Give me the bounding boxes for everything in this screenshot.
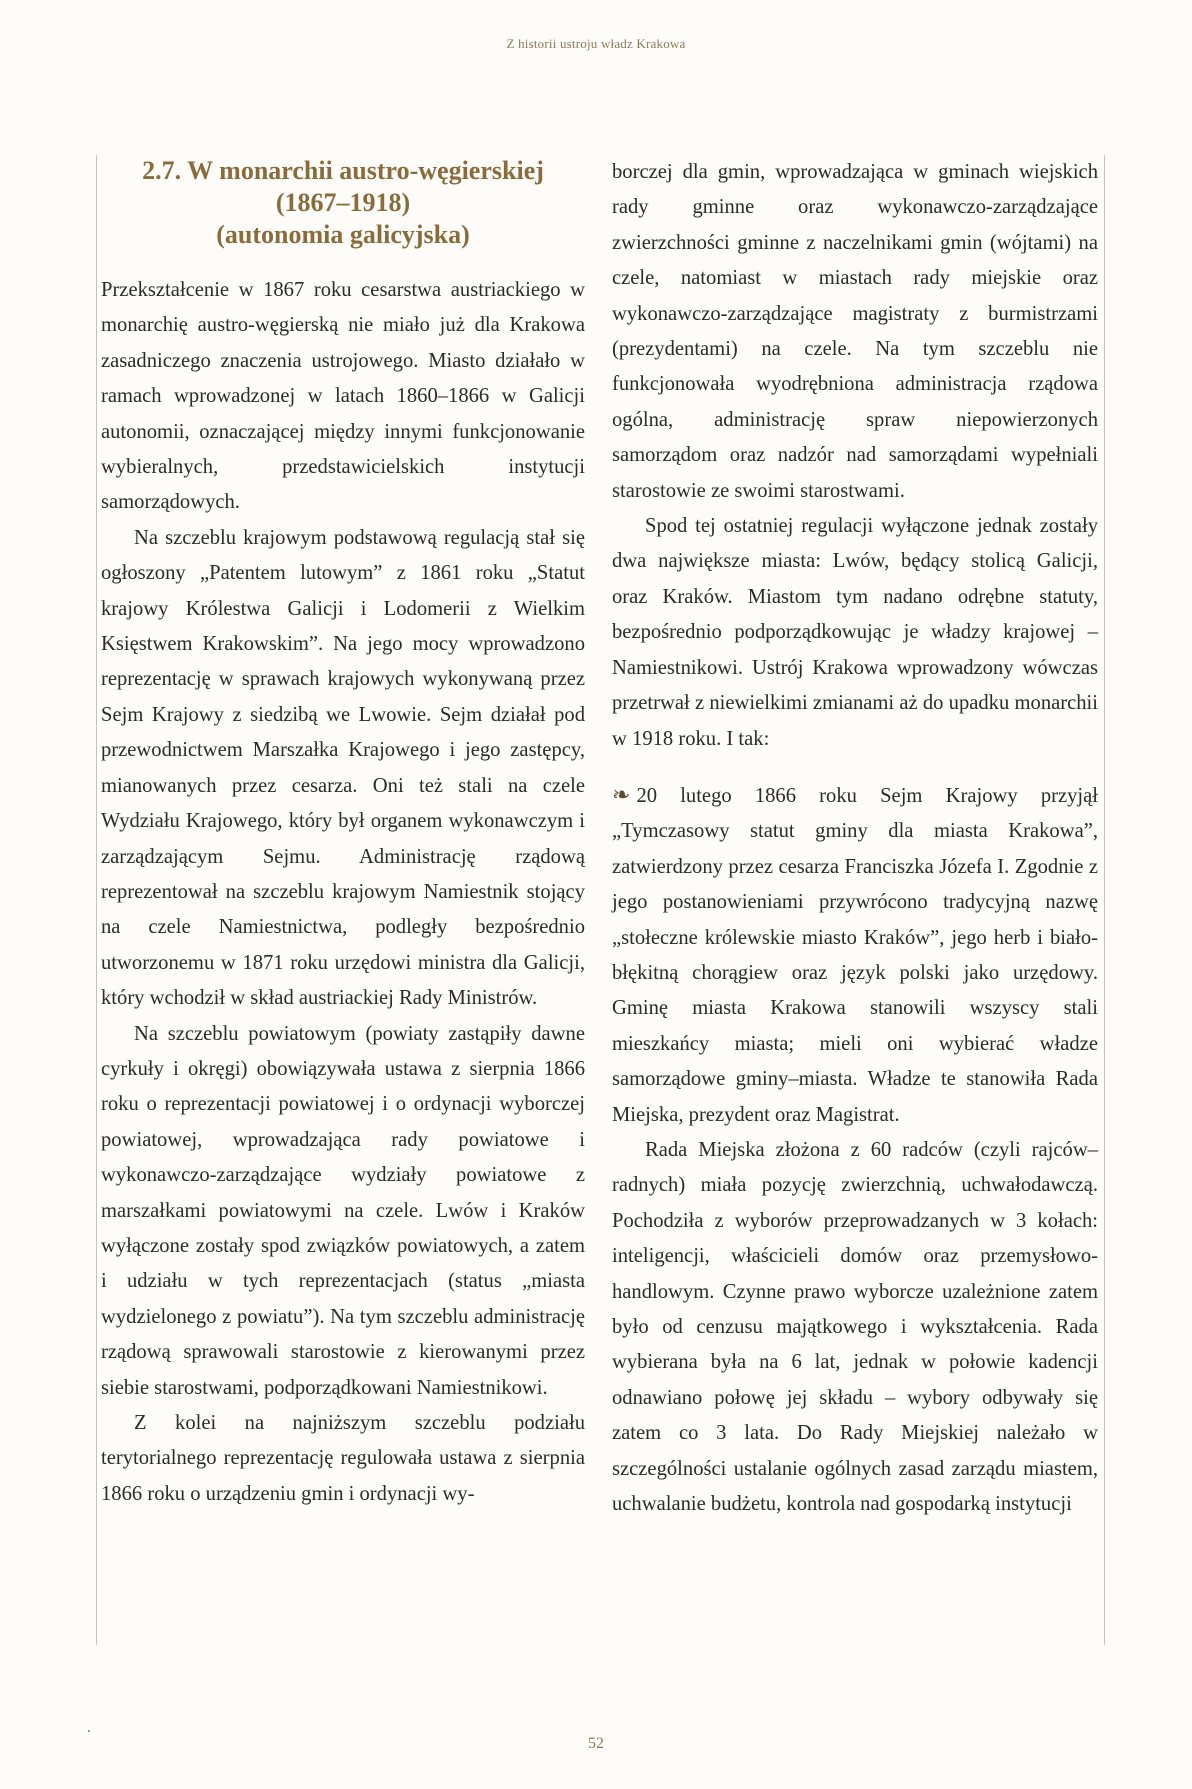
left-paragraph-2: Na szczeblu krajowym podstawową regulacją stał się ogłoszony „Patentem lutowym” z 1861 roku „Statut krajowy Królestwa Galicji i Lodomerii z Wielkim Księstwem Krakowskim”. Na jego mocy wprowadzono reprezentację w sprawach krajowych wykonywaną przez Sejm Krajowy z siedzibą we Lwowie. Sejm działał pod przewodnictwem Marszałka Krajowego i jego zastępcy, mianowanych przez cesarza. Oni też stali na czele Wydziału Krajowego, który był organem wykonawczym i zarządzającym Sejmu. Administrację rządową reprezentował na szczeblu krajowym Namiestnik stojący na czele Namiestnictwa, podległy bezpośrednio utworzonemu w 1871 roku urzędowi ministra dla Galicji, który wchodził w skład austriackiej Rady Ministrów. <box>101 526 585 1010</box>
left-column <box>96 155 585 1645</box>
right-bullet-paragraph <box>612 777 1098 1133</box>
right-paragraph-2: Spod tej ostatniej regulacji wyłączone jednak zostały dwa największe miasta: Lwów, będący stolicą Galicji, oraz Kraków. Miastom tym nadano odrębne statuty, bezpośrednio podporządkowując je władzy krajowej – Namiestnikowi. Ustrój Krakowa wprowadzony wówczas przetrwał z niewielkimi zmianami aż do upadku monarchii w 1918 roku. I tak: <box>612 515 1098 750</box>
section-title-line-1: 2.7. W monarchii austro-węgierskiej <box>142 156 544 185</box>
page-number: 52 <box>588 1735 604 1752</box>
right-paragraph-4: Rada Miejska złożona z 60 radców (czyli rajców–radnych) miała pozycję zwierzchnią, uchwałodawczą. Pochodziła z wyborów przeprowadzanych w 3 kołach: inteligencji, właścicieli domów oraz przemysłowo-handlowym. Czynne prawo wyborcze uzależnione zatem było od cenzusu majątkowego i wykształcenia. Rada wybierana była na 6 lat, jednak w połowie kadencji odnawiano połowę jej składu – wybory odbywały się zatem co 3 lata. Do Rady Miejskiej należało w szczególności ustalanie ogólnych zasad zarządu miastem, uchwalanie budżetu, kontrola nad gospodarką instytucji <box>612 1138 1098 1516</box>
margin-mark <box>88 1730 90 1732</box>
section-title <box>101 155 585 251</box>
leaf-ornament-icon: ❧ <box>612 781 631 807</box>
section-title-line-2: (1867–1918) <box>275 188 411 217</box>
right-paragraph-1: borczej dla gmin, wprowadzająca w gminach wiejskich rady gminne oraz wykonawczo-zarządzające zwierzchności gminne z naczelnikami gmin (wójtami) na czele, natomiast w miastach rady miejskie oraz wykonawczo-zarządzające magistraty z burmistrzami (prezydentami) na czele. Na tym szczeblu nie funkcjonowała wyodrębniona administracja rządowa ogólna, administrację spraw niepowierzonych samorządom oraz nadzór nad samorządami wypełniali starostowie ze swoimi starostwami. <box>612 161 1098 502</box>
running-header: Z historii ustroju władz Krakowa <box>506 36 686 51</box>
left-paragraph-3: Na szczeblu powiatowym (powiaty zastąpiły dawne cyrkuły i okręgi) obowiązywała ustawa z sierpnia 1866 roku o reprezentacji powiatowej i o ordynacji wyborczej powiatowej, wprowadzająca rady powiatowe i wykonawczo-zarządzające wydziały powiatowe z marszałkami powiatowymi na czele. Lwów i Kraków wyłączone zostały spod związków powiatowych, a zatem i udziału w tych reprezentacjach (status „miasta wydzielonego z powiatu”). Na tym szczeblu administrację rządową sprawowali starostowie z kierowanymi przez siebie starostwami, podporządkowani Namiestnikowi. <box>101 1022 585 1399</box>
section-title-line-3: (autonomia galicyjska) <box>216 220 470 249</box>
right-column <box>612 155 1105 1645</box>
right-paragraph-3: 20 lutego 1866 roku Sejm Krajowy przyjął „Tymczasowy statut gminy dla miasta Krakowa”, zatwierdzony przez cesarza Franciszka Józefa I. Zgodnie z jego postanowieniami przywrócono tradycyjną nazwę „stołeczne królewskie miasto Kraków”, jego herb i biało-błękitną chorągiew oraz język polski jako urzędowy. Gminę miasta Krakowa stanowili wszyscy stali mieszkańcy miasta; mieli oni wybierać władze samorządowe gminy–miasta. Władze te stanowiła Rada Miejska, prezydent oraz Magistrat. <box>612 784 1098 1126</box>
left-paragraph-1: Przekształcenie w 1867 roku cesarstwa austriackiego w monarchię austro-węgierską nie miało już dla Krakowa zasadniczego znaczenia ustrojowego. Miasto działało w ramach wprowadzonej w latach 1860–1866 w Galicji autonomii, oznaczającej między innymi funkcjonowanie wybieralnych, przedstawicielskich instytucji samorządowych. <box>101 279 585 514</box>
left-paragraph-4: Z kolei na najniższym szczeblu podziału terytorialnego reprezentację regulowała ustawa z sierpnia 1866 roku o urządzeniu gmin i ordynacji wy- <box>101 1412 585 1505</box>
